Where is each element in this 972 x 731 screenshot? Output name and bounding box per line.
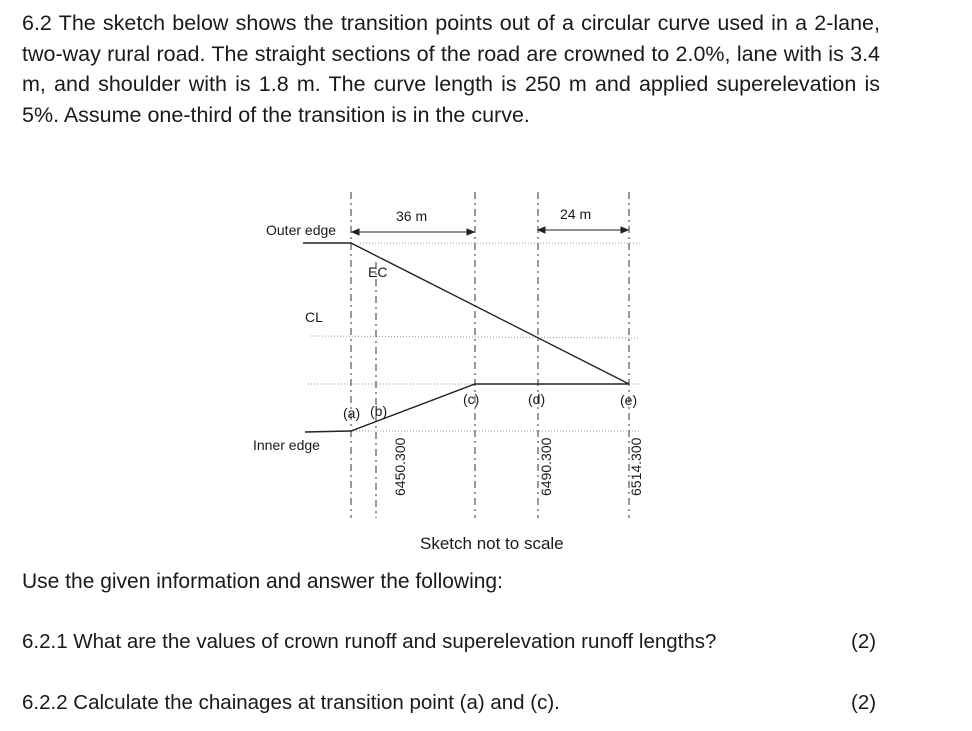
problem-statement: 6.2 The sketch below shows the transition points out of a circular curve used in a 2-lane, two-way rural road. The straight sections of the road are crowned to 2.0%, lane with is 3.4 m, and shoulder with is 1.8 m. The curve length is 250 m and applied superelevation is 5%. Assume one-third of the transition is in the curve. xyxy=(22,11,880,127)
outer-edge-label: Outer edge xyxy=(266,222,337,238)
point-b-label: (b) xyxy=(370,403,388,419)
dimension-24m-label: 24 m xyxy=(560,206,592,222)
chainage-e-label: 6514.300 xyxy=(628,437,644,496)
instructions-lead: Use the given information and answer the following: xyxy=(22,570,503,593)
inner-edge-label: Inner edge xyxy=(253,437,320,453)
point-d-label: (d) xyxy=(528,391,546,407)
arrow-left-24m xyxy=(538,227,545,233)
chainage-d-label: 6490.300 xyxy=(538,437,554,496)
centerline-reference-line xyxy=(310,336,640,338)
dimension-36m-label: 36 m xyxy=(396,208,428,224)
cl-label: CL xyxy=(305,309,323,325)
point-c-label: (c) xyxy=(463,391,480,407)
point-a-label: (a) xyxy=(343,405,361,421)
ec-label: EC xyxy=(368,264,388,280)
sketch-caption: Sketch not to scale xyxy=(420,534,564,553)
question-6-2-2-marks: (2) xyxy=(851,691,877,714)
chainage-b-label: 6450.300 xyxy=(392,437,408,496)
arrow-right-24m xyxy=(621,227,628,233)
question-6-2-2: 6.2.2 Calculate the chainages at transition point (a) and (c). xyxy=(22,691,560,714)
point-e-label: (e) xyxy=(620,392,638,408)
question-6-2-1: 6.2.1 What are the values of crown runoff and superelevation runoff lengths? xyxy=(22,630,717,653)
dimension-36m xyxy=(352,229,474,235)
outer-edge-profile xyxy=(303,243,629,384)
arrow-right-36m xyxy=(467,229,474,235)
question-6-2-1-marks: (2) xyxy=(851,630,877,653)
superelevation-sketch xyxy=(0,180,972,530)
arrow-left-36m xyxy=(352,229,359,235)
dimension-24m xyxy=(538,227,628,233)
